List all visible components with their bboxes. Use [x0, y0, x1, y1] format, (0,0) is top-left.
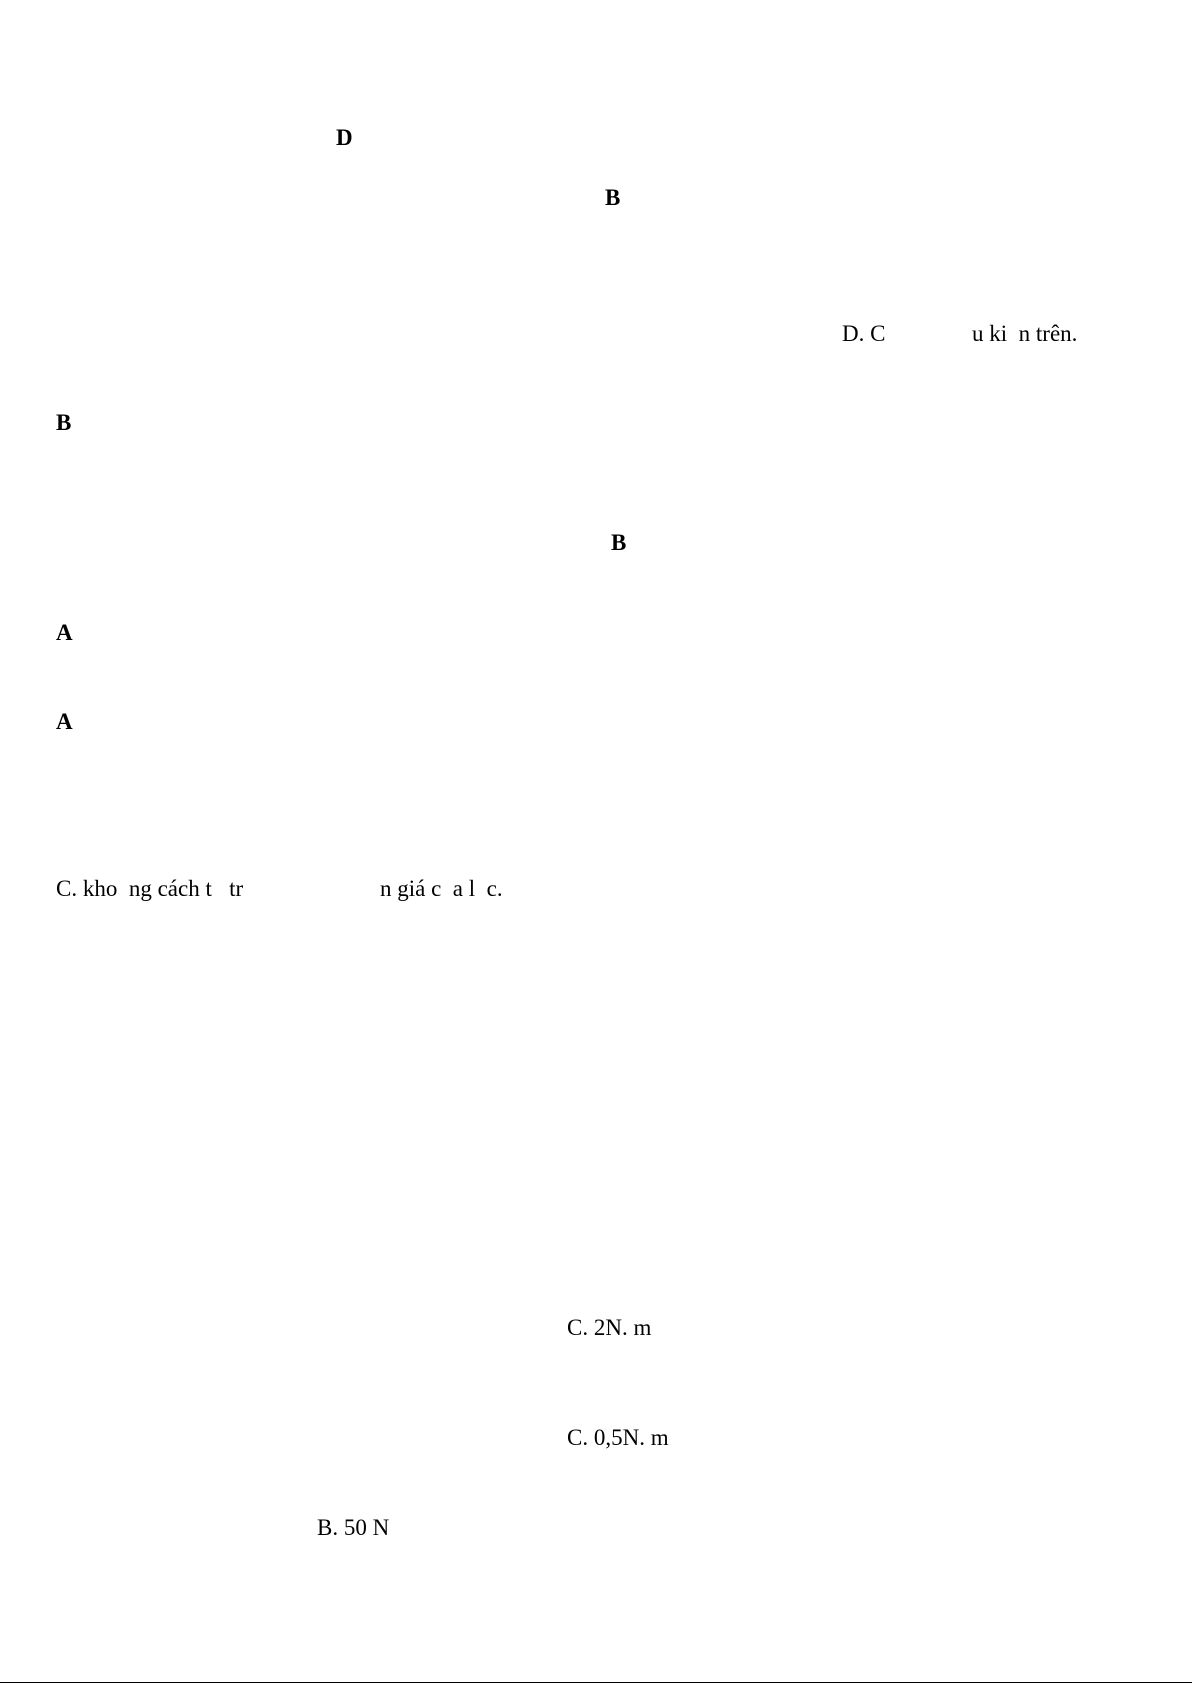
option-c-torque-2nm: C. 2N. m	[567, 1315, 652, 1340]
answer-key-b: B	[605, 185, 621, 210]
option-d-fragment: D. C	[842, 321, 886, 346]
option-c-torque-05nm: C. 0,5N. m	[567, 1425, 669, 1450]
answer-key-b: B	[611, 530, 627, 555]
answer-key-b: B	[56, 410, 72, 435]
answer-key-a: A	[56, 709, 73, 734]
option-d-fragment-end: u ki n trên.	[972, 321, 1078, 346]
answer-key-d: D	[336, 125, 353, 150]
option-b-force-50n: B. 50 N	[317, 1515, 390, 1540]
option-c-fragment: C. kho ng cách t tr	[56, 876, 244, 901]
page-bottom-rule	[0, 1682, 1192, 1683]
answer-key-a: A	[56, 620, 73, 645]
option-c-fragment-end: n giá c a l c.	[380, 876, 503, 901]
